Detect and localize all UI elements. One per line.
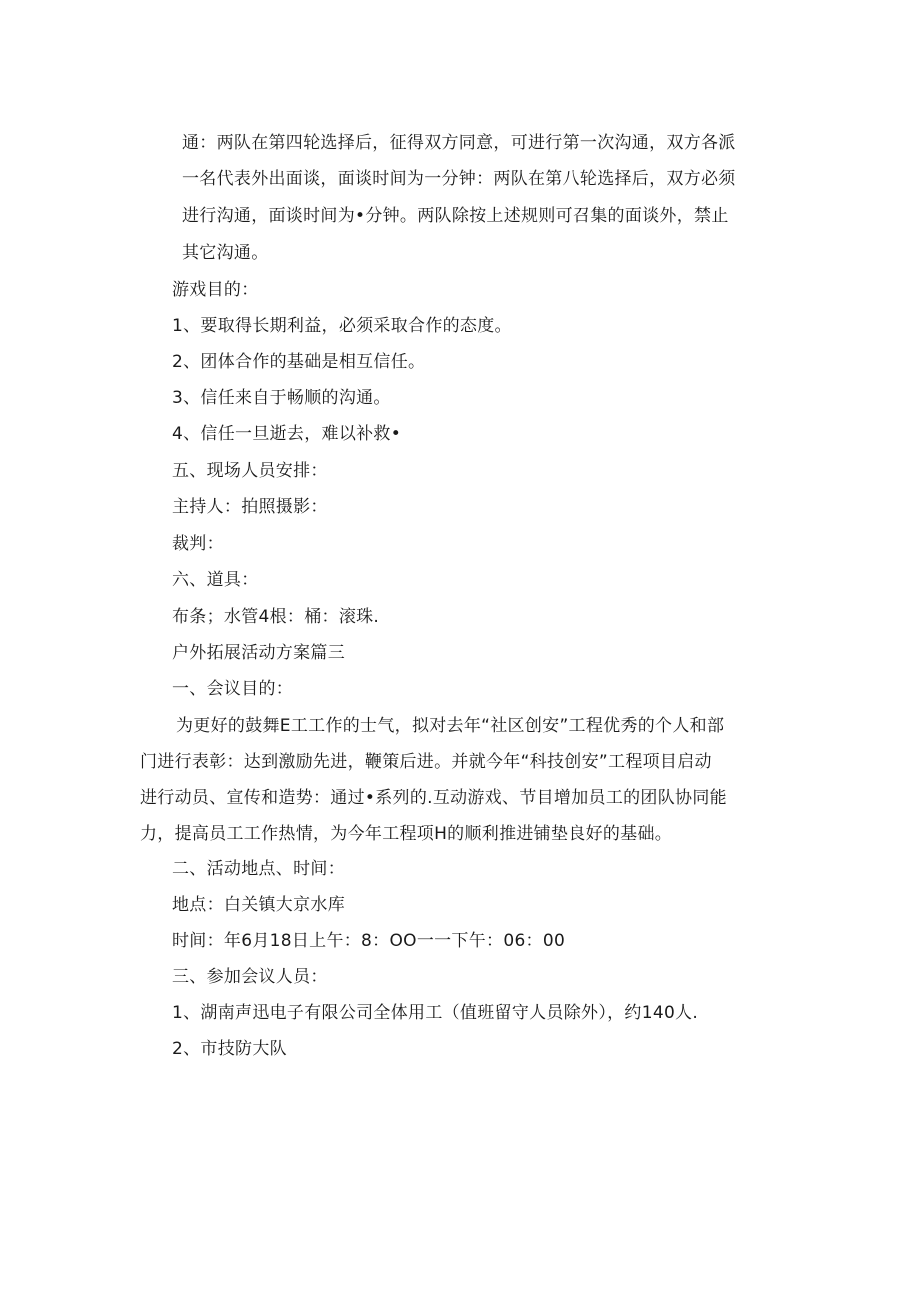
meeting-purpose-heading: 一、会议目的： (172, 679, 294, 699)
meeting-purpose-line-1: 为更好的鼓舞E工工作的士气，拟对去年“社区创安”工程优秀的个人和部 (176, 716, 725, 736)
attendee-item-2: 2、市技防大队 (172, 1039, 287, 1059)
location-line: 地点：白关镇大京水库 (172, 895, 345, 915)
part-3-title: 户外拓展活动方案篇三 (172, 643, 345, 663)
game-goal-heading: 游戏目的： (172, 280, 259, 300)
paragraph-1-line-3: 进行沟通，面谈时间为•分钟。两队除按上述规则可召集的面谈外，禁止 (182, 206, 729, 226)
props-line: 布条；水管4根：桶：滚珠. (172, 607, 380, 627)
meeting-purpose-line-3: 进行动员、宣传和造势：通过•系列的.互动游戏、节目增加员工的团队协同能 (140, 788, 727, 808)
meeting-purpose-line-2: 门进行表彰：达到激励先进，鞭策后进。并就今年“科技创安”工程项目启动 (140, 752, 712, 772)
time-line: 时间：年6月18日上午：8：OO一一下午：06：00 (172, 931, 566, 951)
game-goal-item-3: 3、信任来自于畅顺的沟通。 (172, 388, 391, 408)
paragraph-1-line-4: 其它沟通。 (182, 243, 269, 263)
meeting-purpose-line-4: 力，提高员工工作热情，为今年工程项H的顺利推进铺垫良好的基础。 (140, 824, 673, 844)
staff-line-1: 主持人：拍照摄影： (172, 497, 328, 517)
attendees-heading: 三、参加会议人员： (172, 967, 328, 987)
section-5-heading: 五、现场人员安排： (172, 461, 328, 481)
game-goal-item-4: 4、信任一旦逝去，难以补救• (172, 424, 402, 444)
location-time-heading: 二、活动地点、时间： (172, 859, 345, 879)
staff-line-2: 裁判： (172, 534, 224, 554)
game-goal-item-1: 1、要取得长期利益，必须采取合作的态度。 (172, 316, 512, 336)
attendee-item-1: 1、湖南声迅电子有限公司全体用工（值班留守人员除外），约140人. (172, 1003, 699, 1023)
paragraph-1-line-1: 通：两队在第四轮选择后，征得双方同意，可进行第一次沟通，双方各派 (182, 133, 736, 153)
section-6-heading: 六、道具： (172, 570, 259, 590)
paragraph-1-line-2: 一名代表外出面谈，面谈时间为一分钟：两队在第八轮选择后，双方必须 (182, 169, 736, 189)
game-goal-item-2: 2、团体合作的基础是相互信任。 (172, 352, 426, 372)
